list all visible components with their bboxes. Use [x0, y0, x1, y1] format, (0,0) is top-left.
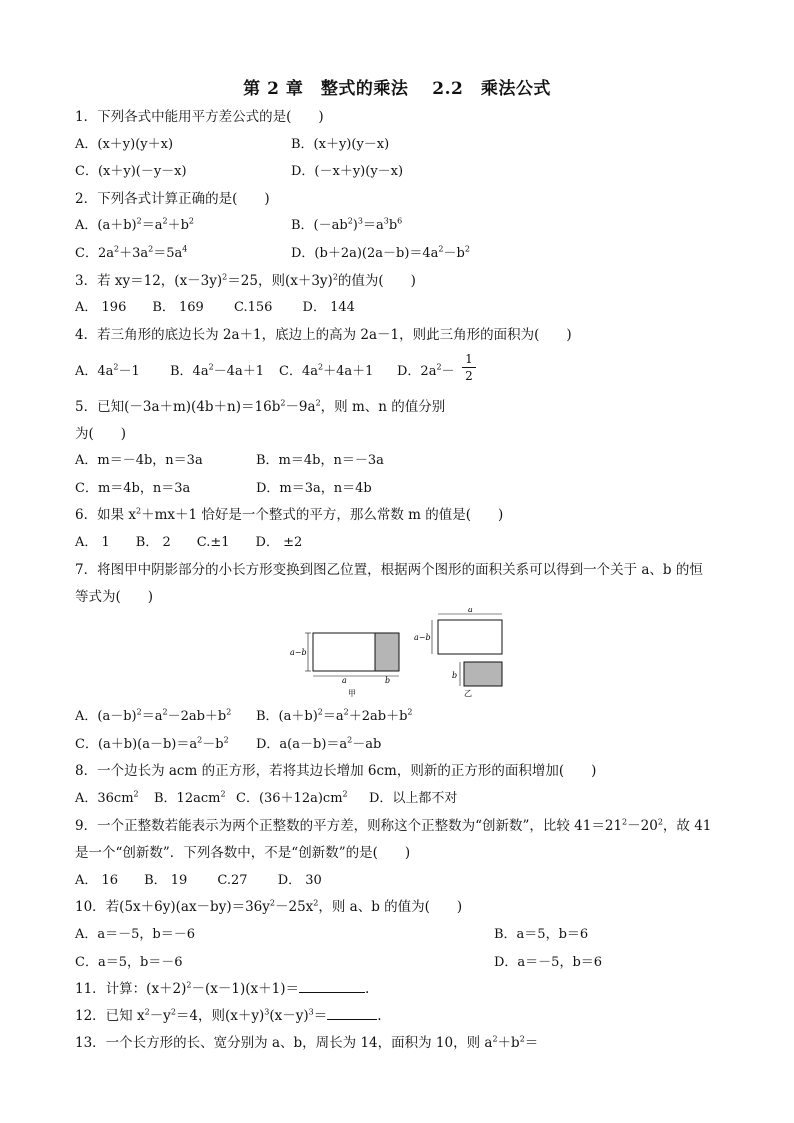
yi-label-a: a [468, 608, 473, 614]
yi-caption: 乙 [464, 689, 472, 698]
question-8-stem: 8．一个边长为 acm 的正方形，若将其边长增加 6cm，则新的正方形的面积增加( ) [75, 763, 597, 779]
q12-answer-blank[interactable] [327, 1007, 377, 1020]
question-3-stem: 3．若 xy＝12，$(x-3y)^2=25$，则$(x+3y)^2$的值为( ) [75, 272, 416, 289]
q1-option-d: D．(－x＋y)(y－x) [291, 164, 404, 179]
jia-label-amb: a−b [290, 648, 307, 657]
fraction-denominator: 2 [465, 369, 473, 383]
question-12-stem: 12．已知 $x^2-y^2=4$，则$(x+y)^3(x-y)^3=$ . [75, 1007, 382, 1024]
question-7-stem-cont: 等式为( ) [75, 589, 154, 605]
q1-option-c: C．(x＋y)(－y－x) [75, 164, 187, 179]
q2-option-a: A．$(a+b)^2=a^2+b^2$ [75, 216, 194, 233]
q7-option-c: C．$(a+b)(a-b)=a^2-b^2$ [75, 735, 229, 752]
q8-option-d: D．以上都不对 [369, 791, 458, 806]
q6-options: A． 1 B． 2 C.±1 D． ±2 [75, 535, 303, 550]
jia-label-a: a [342, 676, 347, 685]
question-2-stem: 2．下列各式计算正确的是( ) [75, 191, 270, 207]
q4-fraction [462, 352, 476, 383]
jia-label-b: b [385, 676, 391, 685]
q8-option-c: C．$(36+12a)cm^2$ [236, 789, 348, 806]
question-13-stem: 13．一个长方形的长、宽分别为 a、b，周长为 14，面积为 10，则 $a^2+b^2=$ [75, 1034, 539, 1051]
q5-option-b: B．m＝4b，n＝－3a [256, 453, 384, 468]
question-5-stem-cont: 为( ) [75, 426, 127, 442]
q7-option-d: D．$a(a-b)=a^2-ab$ [256, 735, 382, 752]
question-11-stem: 11．计算：$(x+2)^2-(x-1)(x+1)=$ . [75, 980, 370, 997]
yi-label-b: b [452, 671, 458, 680]
question-9-stem-cont: 是一个“创新数”．下列各数中，不是“创新数”的是( ) [75, 845, 411, 861]
q5-option-d: D．m＝3a，n＝4b [256, 481, 372, 496]
q2-option-d: D．$(b+2a)(2a-b)=4a^2-b^2$ [291, 244, 470, 261]
figure-jia [290, 633, 399, 698]
q4-option-a: A．$4a^2-1$ [75, 362, 140, 379]
jia-caption: 甲 [348, 689, 356, 698]
question-7-stem: 7．将图甲中阴影部分的小长方形变换到图乙位置，根据两个图形的面积关系可以得到一个关于 a、b 的恒 [75, 562, 703, 578]
q2-option-b: B．$(-ab^2)^3=a^3b^6$ [291, 216, 403, 233]
fraction-numerator: 1 [465, 352, 473, 366]
q8-option-a: A．$36cm^2$ [75, 789, 139, 806]
q5-option-c: C．m＝4b，n＝3a [75, 481, 191, 496]
question-1-stem: 1．下列各式中能用平方差公式的是( ) [75, 109, 324, 125]
q7-option-a: A．$(a-b)^2=a^2-2ab+b^2$ [75, 707, 232, 724]
question-6-stem: 6．如果 $x^2+mx+1$ 恰好是一个整式的平方，那么常数 m 的值是( ) [75, 506, 504, 523]
q11-answer-blank[interactable] [299, 980, 365, 993]
q10-option-b: B．a＝5，b＝6 [494, 927, 589, 942]
question-5-stem: 5．已知$(-3a+m)(4b+n)=16b^2-9a^2$，则 m、n 的值分别 [75, 398, 446, 415]
q4-option-d: D．$2a^2-$ [397, 362, 455, 379]
q5-option-a: A．m＝－4b，n＝3a [75, 453, 203, 468]
q7-option-b: B．$(a+b)^2=a^2+2ab+b^2$ [256, 707, 413, 724]
figure-yi [414, 608, 502, 698]
page-title: 第 2 章 整式的乘法 2.2 乘法公式 [243, 79, 551, 99]
q10-option-a: A．a＝－5，b＝－6 [75, 927, 196, 942]
question-10-stem: 10．若$(5x+6y)(ax-by)=36y^2-25x^2$，则 a、b 的值为( ) [75, 898, 463, 915]
q9-options: A． 16 B． 19 C.27 D． 30 [75, 873, 322, 888]
q10-option-c: C．a＝5，b＝－6 [75, 955, 183, 970]
q8-option-b: B．12acm$^2$ [154, 789, 226, 806]
q10-option-d: D．a＝－5，b＝6 [494, 955, 603, 970]
q1-option-a: A．(x＋y)(y＋x) [75, 137, 174, 152]
q3-options: A． 196 B． 169 C.156 D． 144 [75, 300, 355, 315]
q2-option-c: C．$2a^2+3a^2=5a^4$ [75, 244, 188, 261]
q7-figure [280, 608, 510, 700]
question-4-stem: 4．若三角形的底边长为 2a＋1，底边上的高为 2a－1，则此三角形的面积为( ) [75, 327, 572, 343]
q4-option-c: C．$4a^2+4a+1$ [279, 362, 374, 379]
question-9-stem: 9．一个正整数若能表示为两个正整数的平方差，则称这个正整数为“创新数”，比较 $41=21^2-20^2$，故 41 [75, 817, 712, 834]
q1-option-b: B．(x＋y)(y－x) [291, 137, 390, 152]
q4-option-b: B．$4a^2-4a+1$ [170, 362, 264, 379]
yi-label-amb: a−b [414, 633, 431, 642]
